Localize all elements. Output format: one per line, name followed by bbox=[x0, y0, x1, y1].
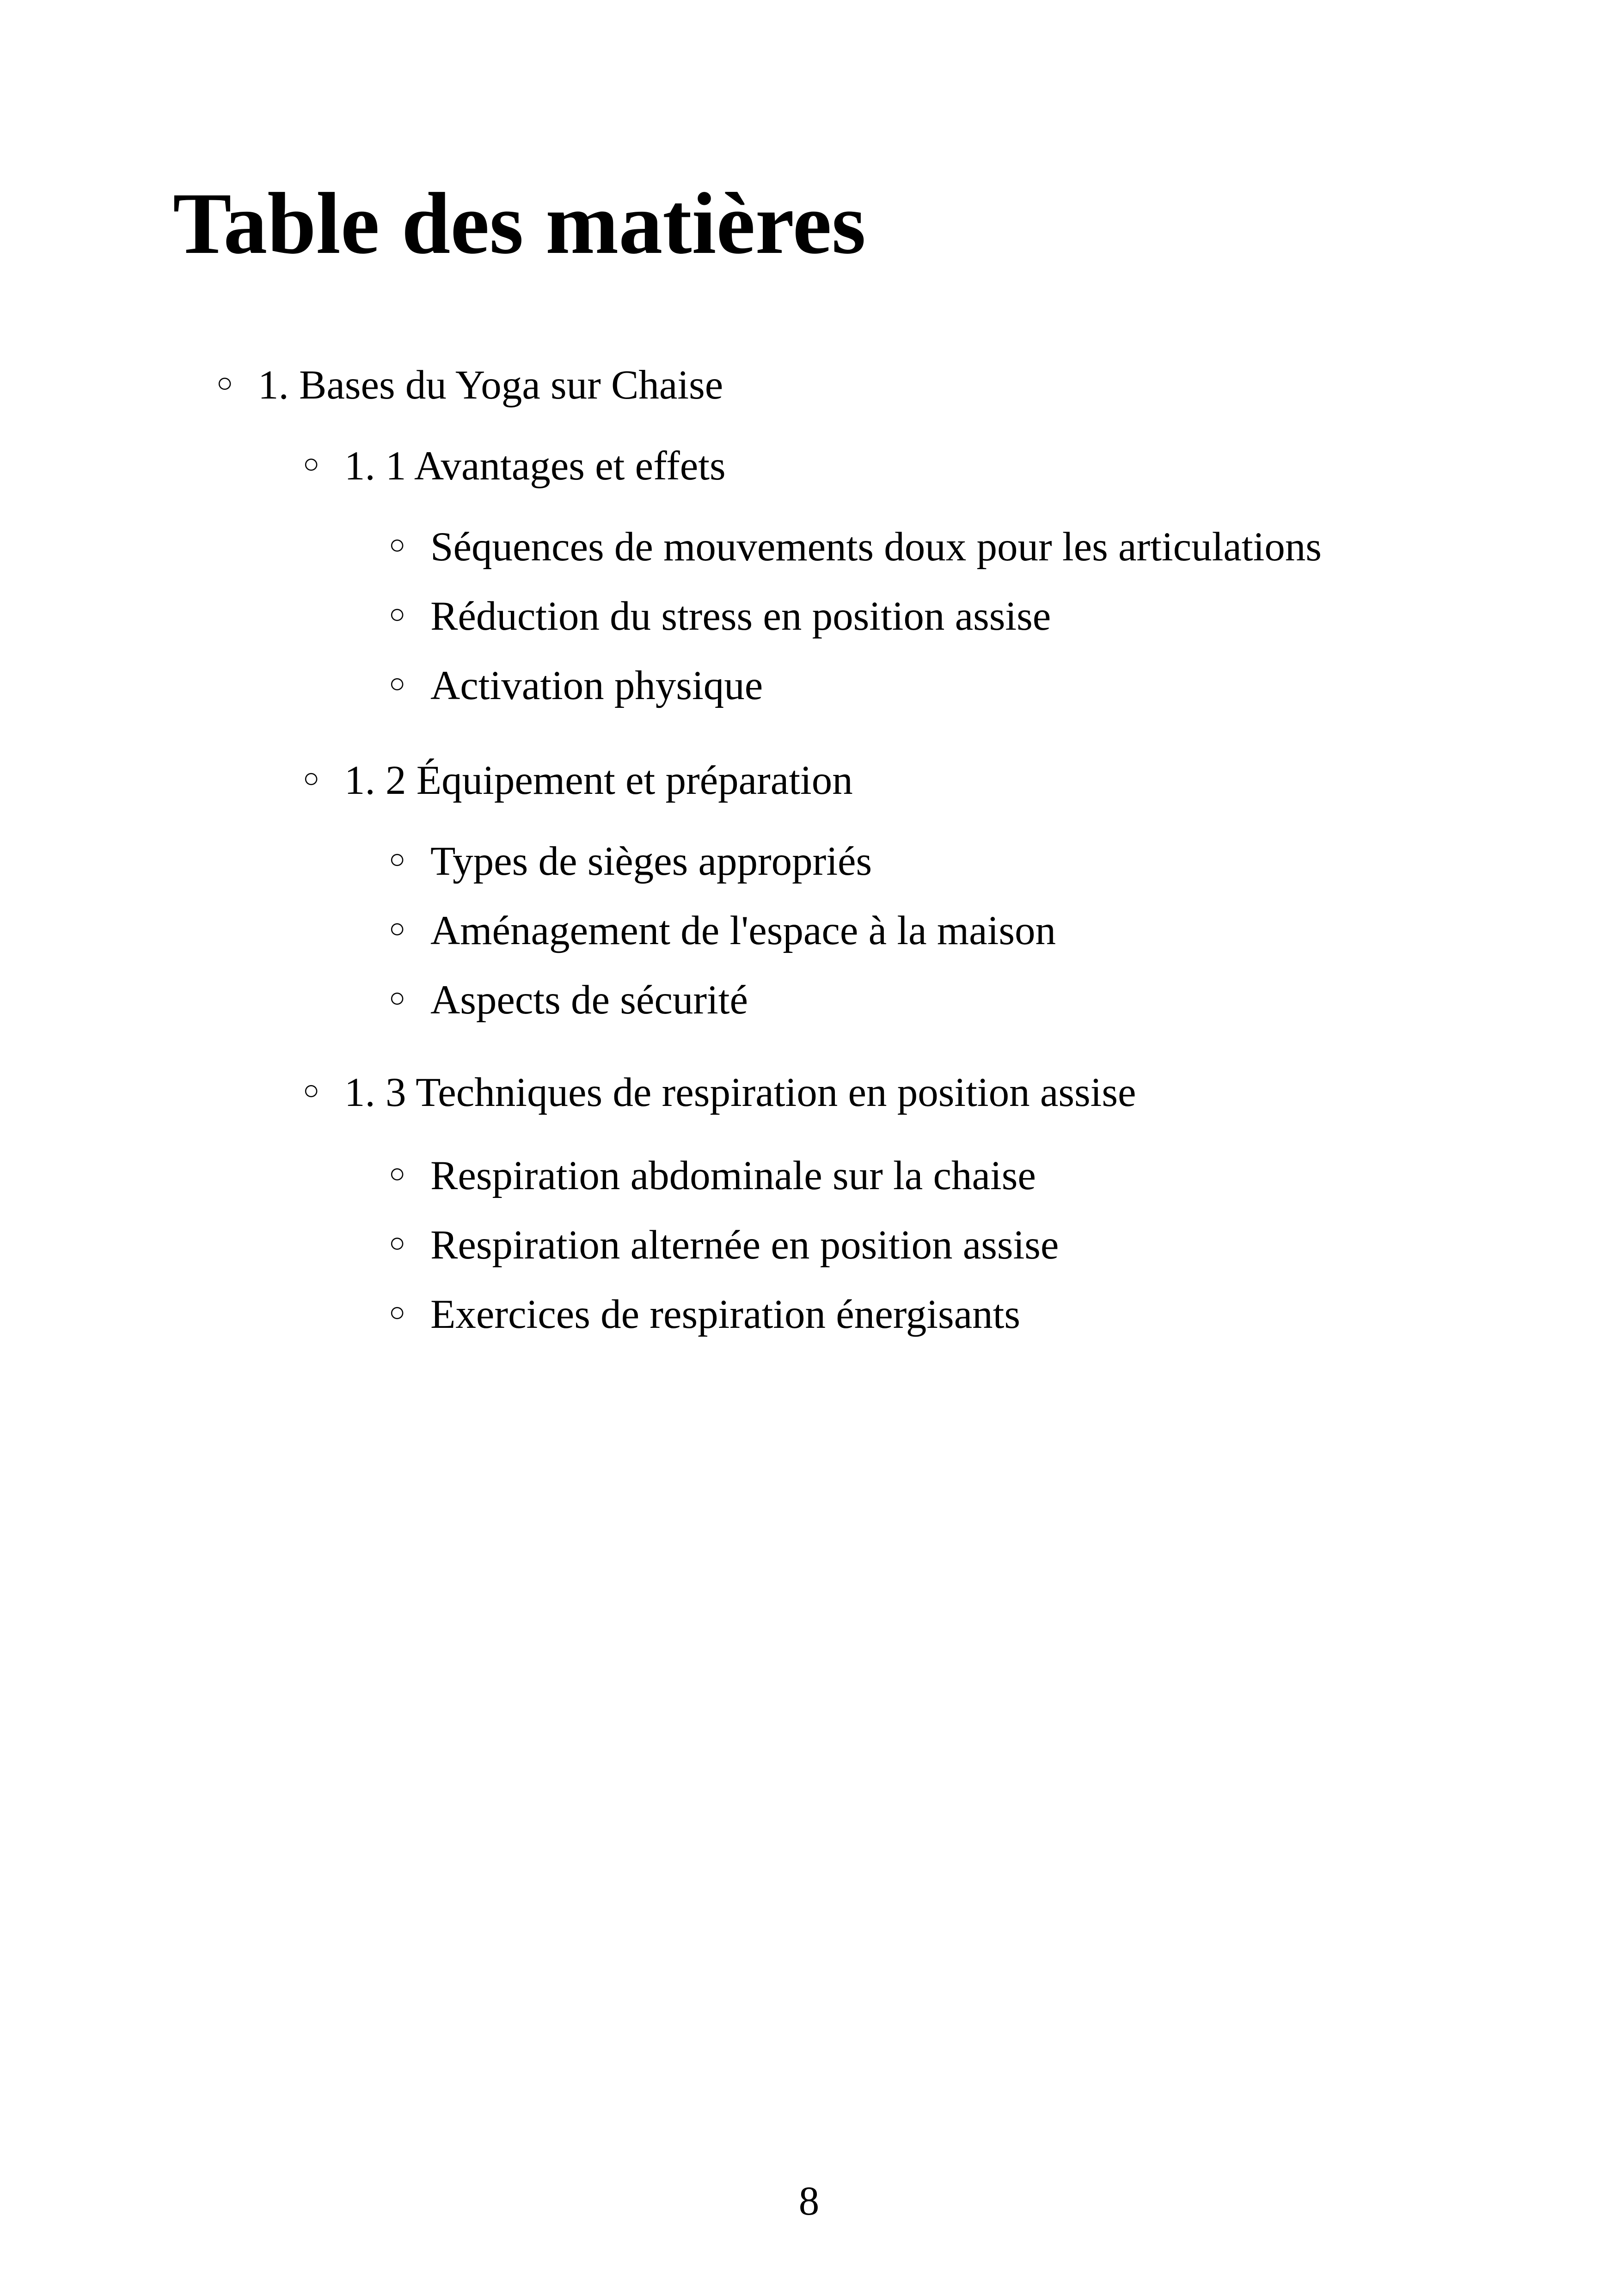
toc-entry-label: 1. 2 Équipement et préparation bbox=[344, 758, 853, 803]
toc-entry-label: Exercices de respiration énergisants bbox=[430, 1292, 1020, 1337]
toc-entry-label: 1. 1 Avantages et effets bbox=[344, 443, 726, 489]
bullet-icon: ○ bbox=[389, 529, 406, 560]
toc-entry-item bbox=[389, 837, 872, 886]
toc-entry-section-1 bbox=[216, 361, 723, 410]
toc-entry-item bbox=[389, 1151, 1036, 1201]
page-number: 8 bbox=[798, 2179, 820, 2224]
bullet-icon: ○ bbox=[389, 913, 406, 944]
toc-entry-item bbox=[389, 906, 1056, 956]
bullet-icon: ○ bbox=[389, 1158, 406, 1189]
bullet-icon: ○ bbox=[303, 448, 320, 479]
toc-entry-label: Respiration abdominale sur la chaise bbox=[430, 1153, 1036, 1198]
toc-entry-item bbox=[389, 522, 1322, 572]
bullet-icon: ○ bbox=[389, 844, 406, 874]
bullet-icon: ○ bbox=[389, 982, 406, 1013]
bullet-icon: ○ bbox=[389, 599, 406, 629]
toc-entry-label: Activation physique bbox=[430, 663, 763, 708]
toc-entry-section-1-1 bbox=[303, 442, 726, 491]
toc-entry-label: 1. 3 Techniques de respiration en position assise bbox=[344, 1070, 1136, 1115]
toc-entry-item bbox=[389, 1290, 1020, 1339]
toc-entry-label: Aspects de sécurité bbox=[430, 977, 748, 1023]
bullet-icon: ○ bbox=[303, 1075, 320, 1105]
bullet-icon: ○ bbox=[389, 1228, 406, 1258]
toc-entry-label: Aménagement de l'espace à la maison bbox=[430, 908, 1056, 953]
toc-entry-label: Séquences de mouvements doux pour les articulations bbox=[430, 524, 1322, 570]
bullet-icon: ○ bbox=[303, 763, 320, 793]
toc-entry-item bbox=[389, 1221, 1059, 1270]
bullet-icon: ○ bbox=[389, 1297, 406, 1327]
page-title: Table des matières bbox=[173, 175, 866, 272]
toc-entry-label: Réduction du stress en position assise bbox=[430, 594, 1051, 639]
toc-entry-label: 1. Bases du Yoga sur Chaise bbox=[258, 362, 723, 408]
bullet-icon: ○ bbox=[389, 668, 406, 699]
toc-entry-item bbox=[389, 976, 748, 1025]
bullet-icon: ○ bbox=[216, 368, 233, 398]
toc-entry-item bbox=[389, 661, 763, 711]
toc-entry-label: Respiration alternée en position assise bbox=[430, 1222, 1059, 1268]
toc-entry-section-1-3 bbox=[303, 1068, 1136, 1117]
toc-entry-section-1-2 bbox=[303, 756, 853, 805]
toc-entry-item bbox=[389, 592, 1051, 641]
toc-entry-label: Types de sièges appropriés bbox=[430, 839, 872, 884]
